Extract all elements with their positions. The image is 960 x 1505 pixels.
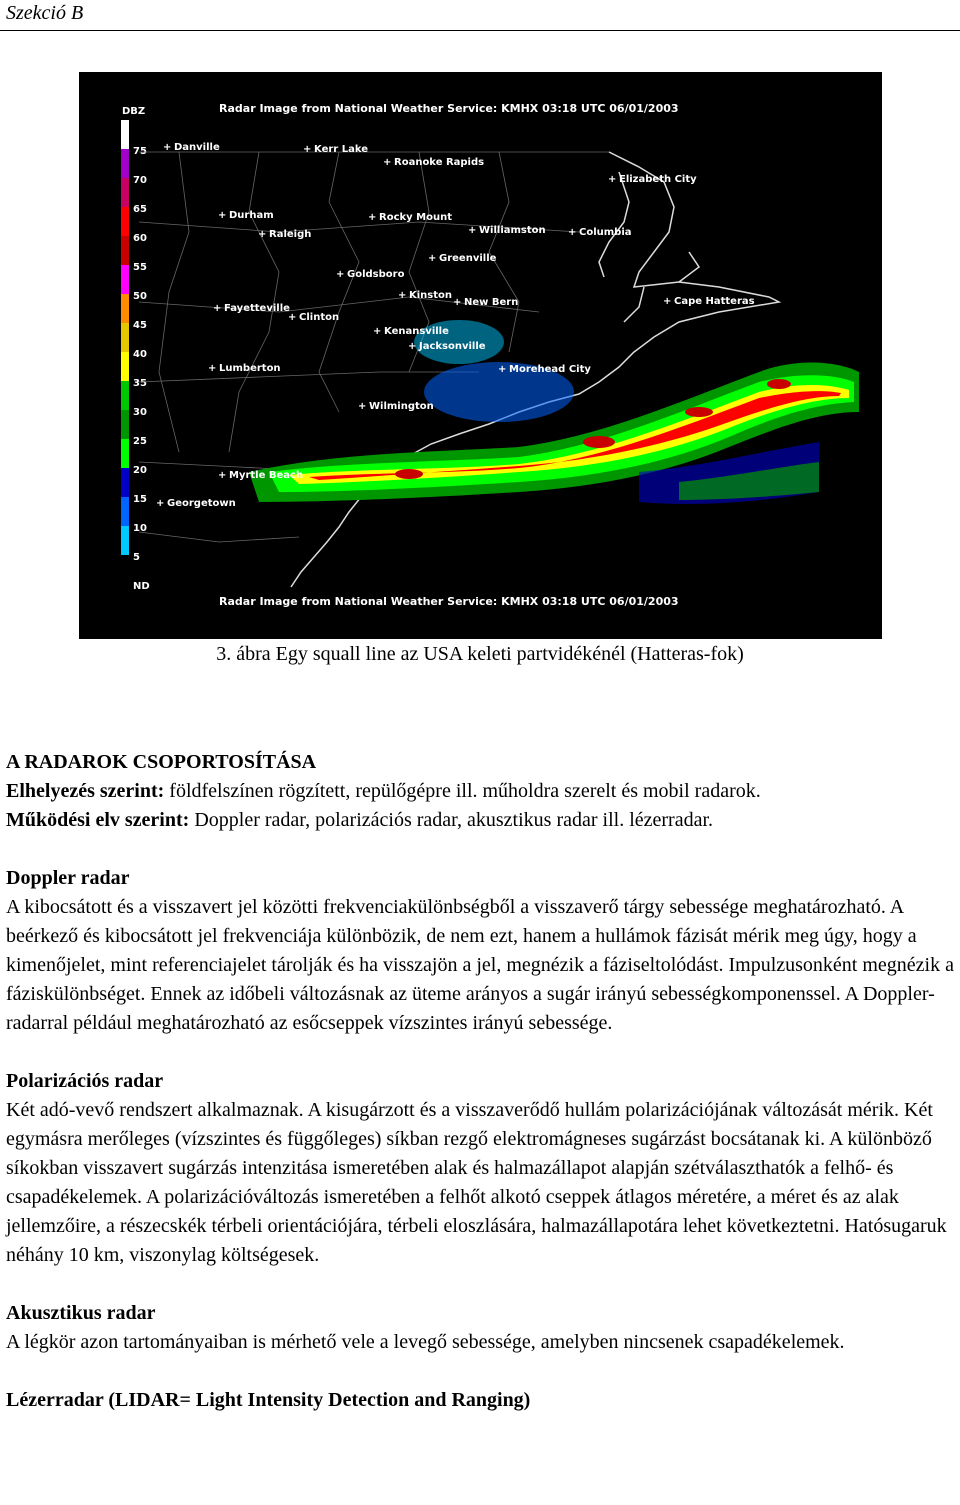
city-marker: + xyxy=(373,326,382,337)
city-marker: + xyxy=(163,142,172,153)
city-marker: + xyxy=(368,212,377,223)
city-label: Elizabeth City xyxy=(619,174,697,185)
city-label: Lumberton xyxy=(219,363,281,374)
legend-level-label: 5 xyxy=(133,552,140,563)
legend-unit: DBZ xyxy=(122,106,146,117)
header-divider xyxy=(0,30,960,31)
city-marker: + xyxy=(288,312,297,323)
city-label: Kinston xyxy=(409,290,453,301)
legend-swatch xyxy=(121,178,129,207)
legend-swatch xyxy=(121,207,129,236)
legend-swatch xyxy=(121,352,129,381)
lidar-title: Lézerradar (LIDAR= Light Intensity Detection and Ranging) xyxy=(6,1389,531,1411)
legend-swatch xyxy=(121,526,129,555)
legend-level-label: 75 xyxy=(133,146,147,157)
city-label: Danville xyxy=(174,142,220,153)
city-label: Rocky Mount xyxy=(379,212,452,223)
legend-level-label: 65 xyxy=(133,204,147,215)
city-label: Fayetteville xyxy=(224,303,290,314)
legend-level-label: 45 xyxy=(133,320,147,331)
city-marker: + xyxy=(358,401,367,412)
document-body xyxy=(6,748,956,1415)
city-marker: + xyxy=(213,303,222,314)
radar-title-bottom: Radar Image from National Weather Service: KMHX 03:18 UTC 06/01/2003 xyxy=(219,595,679,608)
city-label: Durham xyxy=(229,210,274,221)
city-marker: + xyxy=(663,296,672,307)
doppler-paragraph: A kibocsátott és a visszavert jel közötti frekvenciakülönbségből a visszaverő tárgy sebessége meghatározható. A beérkező és kibocsátott jel frekvenciája különbözik, de nem ezt, hanem a hullámok fázisát mérik meg úgy, hogy a kimenőjelet, mint referenciajelet tárolják és ha visszajön a jel, megnézik a fáziseltolódást. Impulzusonként megnézik a fáziskülönbséget. Ennek az időbeli változásnak az üteme arányos a sugár irányú sebességkomponenssel. A Doppler-radarral például meghatározható az esőcseppek vízszintes irányú sebessége. xyxy=(6,896,954,1034)
classification-placement-label: Elhelyezés szerint: xyxy=(6,780,165,802)
legend-level-label: 25 xyxy=(133,436,147,447)
section-heading: A RADAROK CSOPORTOSÍTÁSA xyxy=(6,751,317,773)
classification-placement xyxy=(6,777,956,806)
legend-level-label: 50 xyxy=(133,291,147,302)
city-label: Myrtle Beach xyxy=(229,470,304,481)
legend-swatch xyxy=(121,381,129,410)
radar-image xyxy=(79,72,882,639)
city-marker: + xyxy=(468,225,477,236)
city-marker: + xyxy=(428,253,437,264)
city-label: Morehead City xyxy=(509,364,591,375)
doppler-title: Doppler radar xyxy=(6,867,130,889)
legend-swatch xyxy=(121,555,129,584)
legend-level-label: 55 xyxy=(133,262,147,273)
city-marker: + xyxy=(208,363,217,374)
city-label: Williamston xyxy=(479,225,546,236)
city-marker: + xyxy=(608,174,617,185)
city-label: Cape Hatteras xyxy=(674,296,755,307)
city-label: Greenville xyxy=(439,253,497,264)
city-label: Georgetown xyxy=(167,498,236,509)
city-marker: + xyxy=(568,227,577,238)
legend-level-label: 70 xyxy=(133,175,147,186)
acoustic-title: Akusztikus radar xyxy=(6,1302,156,1324)
city-label: Wilmington xyxy=(369,401,434,412)
city-label: Kenansville xyxy=(384,326,449,337)
classification-principle-text: Doppler radar, polarizációs radar, akusztikus radar ill. lézerradar. xyxy=(189,809,714,831)
classification-principle-label: Működési elv szerint: xyxy=(6,809,190,831)
legend-swatch xyxy=(121,410,129,439)
city-marker: + xyxy=(453,297,462,308)
city-label: Clinton xyxy=(299,312,340,323)
city-marker: + xyxy=(258,229,267,240)
section-header: Szekció B xyxy=(6,2,84,24)
city-label: Goldsboro xyxy=(347,269,405,280)
dbz-legend xyxy=(121,106,150,592)
legend-swatch xyxy=(121,236,129,265)
legend-level-label: 10 xyxy=(133,523,147,534)
legend-level-label: 60 xyxy=(133,233,147,244)
city-label: Kerr Lake xyxy=(314,144,368,155)
city-marker: + xyxy=(218,470,227,481)
precipitation-echoes xyxy=(249,320,859,504)
city-marker: + xyxy=(383,157,392,168)
legend-level-label: 35 xyxy=(133,378,147,389)
city-marker: + xyxy=(336,269,345,280)
city-marker: + xyxy=(408,341,417,352)
legend-level-label: 40 xyxy=(133,349,147,360)
legend-swatch xyxy=(121,120,129,149)
city-label: Raleigh xyxy=(269,229,312,240)
radar-title-top: Radar Image from National Weather Service: KMHX 03:18 UTC 06/01/2003 xyxy=(219,102,679,115)
legend-swatch xyxy=(121,439,129,468)
city-label: New Bern xyxy=(464,297,519,308)
legend-swatch xyxy=(121,265,129,294)
city-label: Roanoke Rapids xyxy=(394,157,485,168)
city-marker: + xyxy=(218,210,227,221)
legend-swatch xyxy=(121,468,129,497)
classification-placement-text: földfelszínen rögzített, repülőgépre ill. műholdra szerelt és mobil radarok. xyxy=(164,780,761,802)
city-marker: + xyxy=(498,364,507,375)
legend-swatch xyxy=(121,497,129,526)
acoustic-paragraph: A légkör azon tartományaiban is mérhető vele a levegő sebessége, amelyben nincsenek csapadékelemek. xyxy=(6,1331,845,1353)
legend-level-label: 15 xyxy=(133,494,147,505)
polarization-title: Polarizációs radar xyxy=(6,1070,164,1092)
legend-swatch xyxy=(121,323,129,352)
polarization-paragraph: Két adó-vevő rendszert alkalmaznak. A kisugárzott és a visszaverődő hullám polarizációjának változását mérik. Két egymásra merőleges (vízszintes és függőleges) síkban rezgő elektromágneses sugárzást bocsátanak ki. A különböző síkokban visszavert sugárzás intenzitása ismeretében alak és halmazállapot alapján szétválaszthatók a felhő- és csapadékelemek. A polarizációváltozás ismeretében a felhőt alkotó cseppek átlagos méretére, a méret és az alak jellemzőire, a részecskék térbeli orientációjára, térbeli eloszlására, halmazállapotára lehet következtetni. Hatósugaruk néhány 10 km, viszonylag költségesek. xyxy=(6,1099,947,1266)
legend-level-label: 20 xyxy=(133,465,147,476)
legend-level-label: 30 xyxy=(133,407,147,418)
legend-level-label: ND xyxy=(133,581,150,592)
city-marker: + xyxy=(303,144,312,155)
city-label: Columbia xyxy=(579,227,632,238)
classification-principle xyxy=(6,806,956,835)
figure-caption: 3. ábra Egy squall line az USA keleti partvidékénél (Hatteras-fok) xyxy=(216,643,744,665)
legend-swatch xyxy=(121,149,129,178)
legend-swatch xyxy=(121,294,129,323)
city-label: Jacksonville xyxy=(419,341,486,352)
city-marker: + xyxy=(398,290,407,301)
city-marker: + xyxy=(156,498,165,509)
